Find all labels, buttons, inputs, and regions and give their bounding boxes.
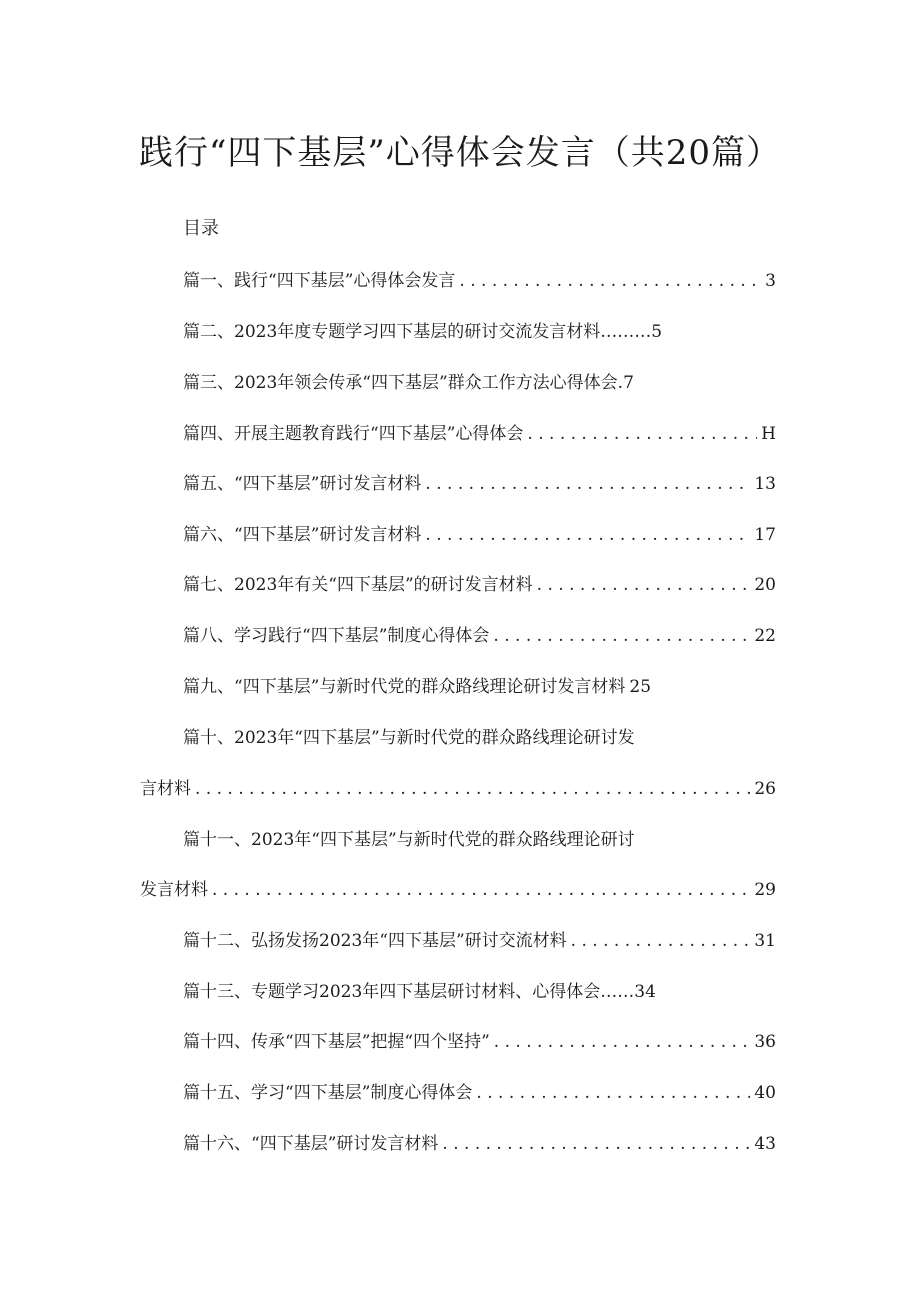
toc-entry-6[interactable]	[183, 522, 776, 548]
toc-entry-1[interactable]	[183, 268, 776, 294]
toc-entry-label: 篇一、践行“四下基层”心得体会发言	[183, 271, 456, 291]
toc-entry-7[interactable]	[183, 572, 776, 598]
toc-entry-label: 篇十四、传承“四下基层”把握“四个坚持”	[183, 1032, 490, 1052]
toc-entry-label: 篇八、学习践行“四下基层”制度心得体会	[183, 626, 490, 646]
toc-entry-page: 25	[629, 677, 652, 697]
toc-entry-label: 篇六、“四下基层”研讨发言材料	[183, 525, 422, 545]
toc-leader-dots	[527, 421, 757, 447]
toc-entry-9[interactable]	[183, 674, 776, 700]
toc-entry-label: 篇七、2023年有关“四下基层”的研讨发言材料	[183, 575, 533, 595]
toc-entry-2[interactable]	[183, 319, 776, 345]
toc-entry-label: 篇二、2023年度专题学习四下基层的研讨交流发言材料………	[183, 322, 652, 342]
toc-entry-page: 5	[651, 322, 663, 342]
toc-entry-14[interactable]	[183, 1029, 776, 1055]
toc-leader-dots	[425, 471, 750, 497]
toc-entry-label: 篇十三、专题学习2023年四下基层研讨材料、心得体会……	[183, 982, 635, 1002]
toc-entry-page: 29	[754, 880, 776, 900]
toc-entry-8[interactable]	[183, 623, 776, 649]
toc-entry-label: 篇四、开展主题教育践行“四下基层”心得体会	[183, 424, 524, 444]
toc-entry-11[interactable]: 篇十一、2023年“四下基层”与新时代党的群众路线理论研讨	[183, 830, 635, 850]
toc-entry-16[interactable]	[183, 1131, 776, 1157]
toc-entry-page: 26	[754, 779, 776, 799]
toc-entry-page: 34	[634, 982, 656, 1002]
toc-entry-3[interactable]	[183, 370, 776, 396]
toc-leader-dots	[425, 522, 750, 548]
toc-entry-page: 43	[754, 1134, 776, 1154]
toc-entry-5[interactable]	[183, 471, 776, 497]
toc-leader-dots	[459, 268, 761, 294]
toc-entry-12[interactable]	[183, 928, 776, 954]
toc-entry-label: 篇九、“四下基层”与新时代党的群众路线理论研讨发言材料	[183, 677, 626, 697]
toc-leader-dots	[493, 623, 750, 649]
toc-entry-10-cont[interactable]	[140, 776, 776, 802]
toc-leader-dots	[494, 1029, 751, 1055]
toc-leader-dots	[537, 572, 751, 598]
toc-entry-label: 篇十二、弘扬发扬2023年“四下基层”研讨交流材料	[183, 931, 567, 951]
toc-entry-11-cont[interactable]	[140, 877, 776, 903]
toc-entry-page: 22	[754, 626, 776, 646]
toc-entry-page: 3	[765, 271, 776, 291]
toc-entry-page: 36	[754, 1032, 776, 1052]
toc-leader-dots	[476, 1080, 750, 1106]
toc-entry-10[interactable]: 篇十、2023年“四下基层”与新时代党的群众路线理论研讨发	[183, 728, 635, 748]
toc-entry-label-cont: 发言材料	[140, 880, 208, 900]
toc-entry-label: 篇十六、“四下基层”研讨发言材料	[183, 1134, 439, 1154]
toc-entry-label: 篇十五、学习“四下基层”制度心得体会	[183, 1083, 473, 1103]
toc-entry-page: 7	[623, 373, 634, 393]
document-title: 践行“四下基层”心得体会发言（共20篇）	[138, 133, 782, 173]
toc-entry-label: 篇五、“四下基层”研讨发言材料	[183, 474, 422, 494]
toc-entry-label: 篇三、2023年领会传承“四下基层”群众工作方法心得体会.	[183, 373, 624, 393]
toc-entry-page: 31	[754, 931, 776, 951]
toc-entry-4[interactable]	[183, 421, 776, 447]
toc-entry-label-cont: 言材料	[140, 779, 191, 799]
toc-leader-dots	[571, 928, 751, 954]
toc-entry-page: 17	[754, 525, 776, 545]
toc-entry-page: 13	[754, 474, 776, 494]
toc-entry-page: 40	[754, 1083, 776, 1103]
toc-leader-dots	[442, 1131, 750, 1157]
toc-entry-13[interactable]	[183, 979, 776, 1005]
toc-leader-dots	[195, 776, 750, 802]
toc-entry-page: H	[761, 424, 776, 444]
toc-entry-15[interactable]	[183, 1080, 776, 1106]
toc-leader-dots	[212, 877, 750, 903]
toc-entry-page: 20	[754, 575, 776, 595]
toc-heading: 目录	[183, 218, 219, 239]
